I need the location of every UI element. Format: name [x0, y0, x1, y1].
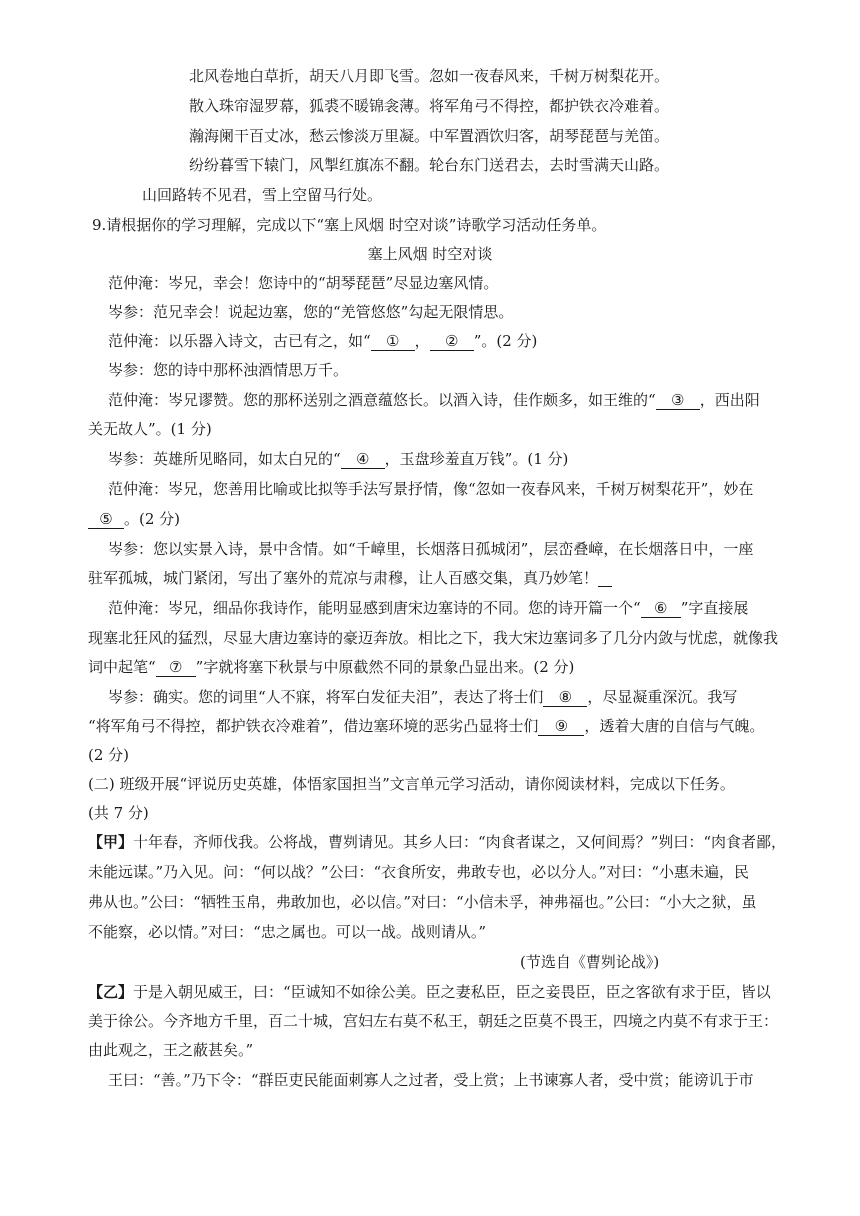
passage-jia-line: 弗从也。”公曰：“牺牲玉帛，弗敢加也，必以信。”对曰：“小信未孚，神弗福也。”公曰：“小大之狱，虽	[88, 893, 757, 911]
dialogue-line	[108, 331, 537, 351]
text: 岑参：英雄所见略同，如太白兄的“	[108, 450, 341, 468]
text: 于是入朝见威王，曰：“臣诚知不如徐公美。臣之妻私臣，臣之妾畏臣，臣之客欲有求于臣，皆以	[133, 983, 771, 1001]
dialogue-line-cont: 现塞北狂风的猛烈，尽显大唐边塞诗的豪迈奔放。相比之下，我大宋边塞词多了几分内敛与忧虑，就像我	[88, 629, 779, 647]
dialogue-line: 范仲淹：岑兄，幸会！您诗中的“胡琴琵琶”尽显边塞风情。	[108, 274, 499, 292]
passage-yi-line	[88, 982, 771, 1002]
blank-9[interactable]: ⑨	[538, 717, 584, 736]
dialogue-line: 范仲淹：岑兄，您善用比喻或比拟等手法写景抒情，像“忽如一夜春风来，千树万树梨花开”，妙在	[108, 480, 754, 498]
blank-3[interactable]: ③	[656, 391, 700, 410]
passage-jia-source: (节选自《曹刿论战》)	[520, 953, 660, 971]
part2-intro: (二) 班级开展“评说历史英雄，体悟家国担当”文言单元学习活动，请你阅读材料，完成以下任务。	[88, 775, 735, 793]
blank-8[interactable]: ⑧	[543, 688, 587, 707]
text: ”字直接展	[680, 599, 749, 617]
dialogue-line	[108, 687, 737, 707]
passage-jia-line: 不能察，必以情。”对曰：“忠之属也。可以一战。战则请从。”	[88, 923, 487, 941]
dialogue-line-cont	[88, 716, 764, 736]
blank-5[interactable]: ⑤	[88, 510, 124, 529]
dialogue-line: 岑参：您的诗中那杯浊酒情思万千。	[108, 361, 349, 379]
text: 驻军孤城，城门紧闭，写出了塞外的荒凉与肃穆，让人百感交集，真乃妙笔！	[88, 569, 599, 587]
text: 词中起笔“	[88, 658, 156, 676]
dialogue-line-cont	[88, 509, 180, 529]
dialogue-line	[108, 449, 568, 469]
dialogue-line: 岑参：您以实景入诗，景中含情。如“千嶂里，长烟落日孤城闭”，层峦叠嶂，在长烟落日中，一座	[108, 540, 754, 558]
blank-7[interactable]: ⑦	[156, 658, 196, 677]
text: 范仲淹：岑兄，细品你我诗作，能明显感到唐宋边塞诗的不同。您的诗开篇一个“	[108, 599, 641, 617]
blank-1[interactable]: ①	[371, 332, 415, 351]
blank-6[interactable]: ⑥	[641, 599, 681, 618]
passage-jia-line: 未能远谋。”乃入见。问：“何以战？”公曰：“衣食所安，弗敢专也，必以分人。”对曰：“小惠未遍，民	[88, 863, 750, 881]
poem-line-1: 北风卷地白草折，胡天八月即飞雪。忽如一夜春风来，千树万树梨花开。	[189, 67, 670, 85]
dialogue-title: 塞上风烟 时空对谈	[367, 245, 493, 263]
text: “将军角弓不得控，都护铁衣冷难着”，借边塞环境的恶劣凸显将士们	[88, 717, 539, 735]
passage-yi-tag: 【乙】	[88, 983, 134, 1001]
answer-blank[interactable]	[598, 568, 612, 587]
poem-line-5: 山回路转不见君，雪上空留马行处。	[142, 186, 383, 204]
text: ”字就将塞下秋景与中原截然不同的景象凸显出来。(2 分)	[195, 658, 575, 676]
blank-2[interactable]: ②	[430, 332, 474, 351]
text: ，尽显凝重深沉。我写	[587, 688, 738, 706]
poem-line-4: 纷纷暮雪下辕门，风掣红旗冻不翻。轮台东门送君去，去时雪满天山路。	[189, 156, 670, 174]
text: ，	[414, 332, 430, 350]
passage-jia-line	[88, 832, 786, 852]
dialogue-line-cont: (2 分)	[88, 746, 130, 764]
dialogue-line	[108, 598, 748, 618]
question-9-prompt: 9.请根据你的学习理解，完成以下“塞上风烟 时空对谈”诗歌学习活动任务单。	[92, 216, 607, 234]
text: ，西出阳	[699, 391, 760, 409]
text: ，玉盘珍羞直万钱”。(1 分)	[384, 450, 569, 468]
text: 。(2 分)	[124, 510, 181, 528]
passage-yi-line: 由此观之，王之蔽甚矣。”	[88, 1041, 254, 1059]
blank-4[interactable]: ④	[341, 450, 385, 469]
passage-jia-tag: 【甲】	[88, 833, 134, 851]
text: ”。(2 分)	[473, 332, 538, 350]
passage-yi-line: 美于徐公。今齐地方千里，百二十城，宫妇左右莫不私王，朝廷之臣莫不畏王，四境之内莫不有求于王：	[88, 1012, 779, 1030]
text: 十年春，齐师伐我。公将战，曹刿请见。其乡人曰：“肉食者谋之，又何间焉？”刿曰：“肉食者鄙，	[133, 833, 787, 851]
part2-score: (共 7 分)	[88, 804, 149, 822]
passage-yi-line: 王曰：“善。”乃下令：“群臣吏民能面刺寡人之过者，受上赏；上书谏寡人者，受中赏；能谤讥于市	[108, 1071, 754, 1089]
poem-line-2: 散入珠帘湿罗幕，狐裘不暖锦衾薄。将军角弓不得控，都护铁衣冷难着。	[189, 97, 670, 115]
dialogue-line	[108, 390, 760, 410]
text: 范仲淹：以乐器入诗文，古已有之，如“	[108, 332, 371, 350]
text: 范仲淹：岑兄谬赞。您的那杯送别之酒意蕴悠长。以酒入诗，佳作颇多，如王维的“	[108, 391, 656, 409]
dialogue-line-cont	[88, 568, 612, 588]
dialogue-line-cont: 关无故人”。(1 分)	[88, 420, 212, 438]
text: 岑参：确实。您的词里“人不寐，将军白发征夫泪”，表达了将士们	[108, 688, 544, 706]
dialogue-line-cont	[88, 657, 574, 677]
poem-line-3: 瀚海阑干百丈冰，愁云惨淡万里凝。中军置酒饮归客，胡琴琵琶与羌笛。	[189, 127, 670, 145]
dialogue-line: 岑参：范兄幸会！说起边塞，您的“羌管悠悠”勾起无限情思。	[108, 303, 514, 321]
text: ，透着大唐的自信与气魄。	[584, 717, 765, 735]
